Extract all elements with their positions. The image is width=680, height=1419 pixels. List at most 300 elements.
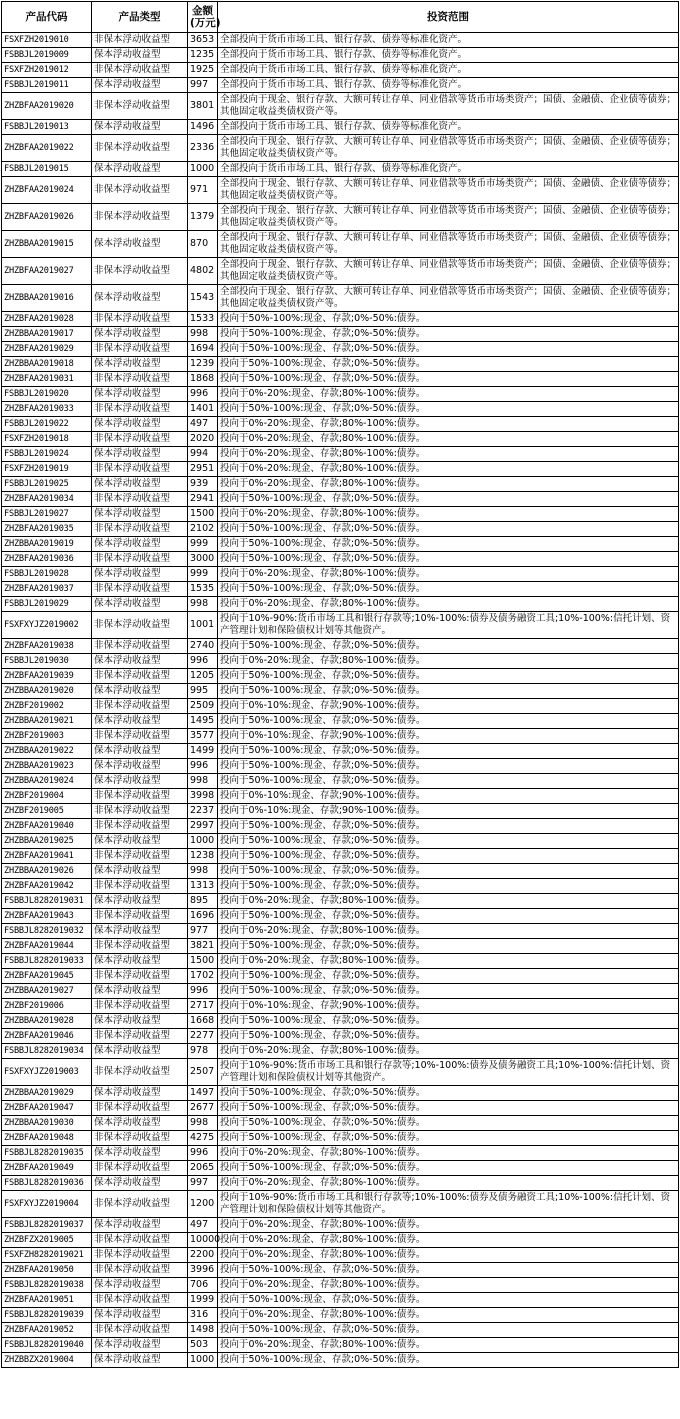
investment-scope-cell: 投向于50%-100%:现金、存款;0%-50%:债券。 xyxy=(218,879,679,894)
table-row xyxy=(2,1086,679,1101)
amount-cell: 503 xyxy=(188,1338,218,1353)
table-row xyxy=(2,819,679,834)
amount-cell: 1500 xyxy=(188,507,218,522)
investment-scope-cell: 投向于0%-20%:现金、存款;80%-100%:债券。 xyxy=(218,924,679,939)
product-code-cell: ZHZBFAA2019028 xyxy=(2,312,92,327)
table-row xyxy=(2,1029,679,1044)
table-row xyxy=(2,1353,679,1368)
table-row xyxy=(2,1218,679,1233)
product-code-cell: ZHZBBAA2019016 xyxy=(2,285,92,312)
amount-cell: 1235 xyxy=(188,48,218,63)
product-code-cell: FSXFXYJZ2019004 xyxy=(2,1191,92,1218)
investment-scope-cell: 投向于0%-10%:现金、存款;90%-100%:债券。 xyxy=(218,699,679,714)
table-row xyxy=(2,1059,679,1086)
product-type-cell: 非保本浮动收益型 xyxy=(92,1293,188,1308)
product-type-cell: 保本浮动收益型 xyxy=(92,1353,188,1368)
table-row xyxy=(2,33,679,48)
amount-cell: 998 xyxy=(188,774,218,789)
product-code-cell: FSXFZH2019018 xyxy=(2,432,92,447)
table-row xyxy=(2,312,679,327)
investment-scope-cell: 全部投向于货币市场工具、银行存款、债券等标准化资产。 xyxy=(218,162,679,177)
table-row xyxy=(2,954,679,969)
amount-cell: 1499 xyxy=(188,744,218,759)
amount-cell: 997 xyxy=(188,78,218,93)
amount-cell: 999 xyxy=(188,537,218,552)
table-row xyxy=(2,204,679,231)
header-amount-unit: (万元) xyxy=(190,17,221,29)
investment-scope-cell: 全部投向于现金、银行存款、大额可转让存单、同业借款等货币市场类资产；国债、金融债、企业债等债券；其他固定收益类债权资产等。 xyxy=(218,204,679,231)
product-type-cell: 保本浮动收益型 xyxy=(92,759,188,774)
table-row xyxy=(2,1338,679,1353)
amount-cell: 1000 xyxy=(188,834,218,849)
amount-cell: 2941 xyxy=(188,492,218,507)
product-code-cell: ZHZBBAA2019019 xyxy=(2,537,92,552)
product-type-cell: 保本浮动收益型 xyxy=(92,684,188,699)
amount-cell: 2677 xyxy=(188,1101,218,1116)
header-amount xyxy=(188,2,221,33)
table-row xyxy=(2,774,679,789)
table-row xyxy=(2,417,679,432)
investment-scope-cell: 投向于50%-100%:现金、存款;0%-50%:债券。 xyxy=(218,984,679,999)
product-type-cell: 非保本浮动收益型 xyxy=(92,1191,188,1218)
product-type-cell: 保本浮动收益型 xyxy=(92,537,188,552)
header-product-code: 产品代码 xyxy=(2,2,92,33)
investment-scope-cell: 投向于50%-100%:现金、存款;0%-50%:债券。 xyxy=(218,834,679,849)
product-code-cell: ZHZBFAA2019050 xyxy=(2,1263,92,1278)
table-row xyxy=(2,372,679,387)
amount-cell: 895 xyxy=(188,894,218,909)
amount-cell: 3996 xyxy=(188,1263,218,1278)
product-type-cell: 非保本浮动收益型 xyxy=(92,1029,188,1044)
product-code-cell: ZHZBFAA2019020 xyxy=(2,93,92,120)
product-type-cell: 非保本浮动收益型 xyxy=(92,939,188,954)
investment-scope-cell: 投向于0%-20%:现金、存款;80%-100%:债券。 xyxy=(218,1278,679,1293)
product-type-cell: 非保本浮动收益型 xyxy=(92,879,188,894)
product-code-cell: ZHZBFAA2019036 xyxy=(2,552,92,567)
table-row xyxy=(2,654,679,669)
amount-cell: 1868 xyxy=(188,372,218,387)
product-code-cell: ZHZBFAA2019045 xyxy=(2,969,92,984)
investment-scope-cell: 投向于50%-100%:现金、存款;0%-50%:债券。 xyxy=(218,669,679,684)
header-product-type: 产品类型 xyxy=(92,2,188,33)
product-code-cell: FSBBJL2019013 xyxy=(2,120,92,135)
product-type-cell: 非保本浮动收益型 xyxy=(92,1059,188,1086)
product-table xyxy=(1,1,679,1368)
product-code-cell: FSBBJL8282019040 xyxy=(2,1338,92,1353)
amount-cell: 497 xyxy=(188,417,218,432)
amount-cell: 2200 xyxy=(188,1248,218,1263)
table-row xyxy=(2,492,679,507)
header-amount-label: 金额 xyxy=(192,5,213,17)
product-type-cell: 保本浮动收益型 xyxy=(92,894,188,909)
investment-scope-cell: 全部投向于现金、银行存款、大额可转让存单、同业借款等货币市场类资产；国债、金融债、企业债等债券；其他固定收益类债权资产等。 xyxy=(218,231,679,258)
table-row xyxy=(2,120,679,135)
investment-scope-cell: 投向于50%-100%:现金、存款;0%-50%:债券。 xyxy=(218,522,679,537)
product-type-cell: 保本浮动收益型 xyxy=(92,744,188,759)
amount-cell: 3998 xyxy=(188,789,218,804)
table-row xyxy=(2,1176,679,1191)
investment-scope-cell: 投向于50%-100%:现金、存款;0%-50%:债券。 xyxy=(218,684,679,699)
investment-scope-cell: 投向于0%-20%:现金、存款;80%-100%:债券。 xyxy=(218,1218,679,1233)
investment-scope-cell: 投向于50%-100%:现金、存款;0%-50%:债券。 xyxy=(218,1086,679,1101)
product-code-cell: ZHZBBAA2019015 xyxy=(2,231,92,258)
investment-scope-cell: 投向于0%-20%:现金、存款;80%-100%:债券。 xyxy=(218,1176,679,1191)
product-code-cell: ZHZBFAA2019037 xyxy=(2,582,92,597)
product-code-cell: ZHZBFAA2019035 xyxy=(2,522,92,537)
amount-cell: 1001 xyxy=(188,612,218,639)
product-code-cell: ZHZBFZX2019005 xyxy=(2,1233,92,1248)
amount-cell: 998 xyxy=(188,327,218,342)
investment-scope-cell: 投向于50%-100%:现金、存款;0%-50%:债券。 xyxy=(218,1293,679,1308)
product-code-cell: ZHZBFAA2019040 xyxy=(2,819,92,834)
product-code-cell: ZHZBBAA2019020 xyxy=(2,684,92,699)
amount-cell: 1535 xyxy=(188,582,218,597)
amount-cell: 996 xyxy=(188,1146,218,1161)
investment-scope-cell: 投向于50%-100%:现金、存款;0%-50%:债券。 xyxy=(218,1101,679,1116)
investment-scope-cell: 投向于0%-20%:现金、存款;80%-100%:债券。 xyxy=(218,477,679,492)
product-type-cell: 保本浮动收益型 xyxy=(92,1308,188,1323)
table-row xyxy=(2,669,679,684)
product-code-cell: ZHZBBAA2019026 xyxy=(2,864,92,879)
investment-scope-cell: 投向于50%-100%:现金、存款;0%-50%:债券。 xyxy=(218,1116,679,1131)
table-row xyxy=(2,999,679,1014)
product-type-cell: 保本浮动收益型 xyxy=(92,477,188,492)
investment-scope-cell: 投向于50%-100%:现金、存款;0%-50%:债券。 xyxy=(218,939,679,954)
product-type-cell: 非保本浮动收益型 xyxy=(92,999,188,1014)
table-row xyxy=(2,285,679,312)
table-row xyxy=(2,714,679,729)
table-row xyxy=(2,582,679,597)
table-row xyxy=(2,1278,679,1293)
amount-cell: 2507 xyxy=(188,1059,218,1086)
product-code-cell: FSBBJL8282019038 xyxy=(2,1278,92,1293)
table-row xyxy=(2,1014,679,1029)
table-row xyxy=(2,552,679,567)
product-code-cell: ZHZBFAA2019043 xyxy=(2,909,92,924)
investment-scope-cell: 投向于50%-100%:现金、存款;0%-50%:债券。 xyxy=(218,582,679,597)
product-code-cell: ZHZBBAA2019029 xyxy=(2,1086,92,1101)
investment-scope-cell: 投向于0%-20%:现金、存款;80%-100%:债券。 xyxy=(218,447,679,462)
product-type-cell: 保本浮动收益型 xyxy=(92,1044,188,1059)
amount-cell: 978 xyxy=(188,1044,218,1059)
product-type-cell: 保本浮动收益型 xyxy=(92,1086,188,1101)
amount-cell: 2102 xyxy=(188,522,218,537)
amount-cell: 1000 xyxy=(188,162,218,177)
investment-scope-cell: 投向于50%-100%:现金、存款;0%-50%:债券。 xyxy=(218,1161,679,1176)
table-row xyxy=(2,939,679,954)
investment-scope-cell: 投向于0%-20%:现金、存款;80%-100%:债券。 xyxy=(218,597,679,612)
amount-cell: 1999 xyxy=(188,1293,218,1308)
investment-scope-cell: 投向于50%-100%:现金、存款;0%-50%:债券。 xyxy=(218,864,679,879)
product-type-cell: 非保本浮动收益型 xyxy=(92,612,188,639)
product-type-cell: 保本浮动收益型 xyxy=(92,1116,188,1131)
table-row xyxy=(2,864,679,879)
product-code-cell: ZHZBBAA2019030 xyxy=(2,1116,92,1131)
investment-scope-cell: 全部投向于现金、银行存款、大额可转让存单、同业借款等货币市场类资产；国债、金融债、企业债等债券；其他固定收益类债权资产等。 xyxy=(218,177,679,204)
investment-scope-cell: 投向于50%-100%:现金、存款;0%-50%:债券。 xyxy=(218,537,679,552)
investment-scope-cell: 投向于10%-90%:货币市场工具和银行存款等;10%-100%:债券及债务融资工具;10%-100%:信托计划、资产管理计划和保险债权计划等其他资产。 xyxy=(218,1059,679,1086)
product-code-cell: ZHZBFAA2019052 xyxy=(2,1323,92,1338)
amount-cell: 2277 xyxy=(188,1029,218,1044)
header-row xyxy=(2,2,679,33)
table-row xyxy=(2,789,679,804)
investment-scope-cell: 投向于50%-100%:现金、存款;0%-50%:债券。 xyxy=(218,1353,679,1368)
investment-scope-cell: 投向于50%-100%:现金、存款;0%-50%:债券。 xyxy=(218,1029,679,1044)
investment-scope-cell: 投向于0%-20%:现金、存款;80%-100%:债券。 xyxy=(218,507,679,522)
product-type-cell: 保本浮动收益型 xyxy=(92,774,188,789)
product-code-cell: ZHZBFAA2019039 xyxy=(2,669,92,684)
product-code-cell: ZHZBBZX2019004 xyxy=(2,1353,92,1368)
table-row xyxy=(2,507,679,522)
product-type-cell: 保本浮动收益型 xyxy=(92,654,188,669)
amount-cell: 998 xyxy=(188,1116,218,1131)
table-row xyxy=(2,1131,679,1146)
amount-cell: 870 xyxy=(188,231,218,258)
investment-scope-cell: 投向于50%-100%:现金、存款;0%-50%:债券。 xyxy=(218,819,679,834)
amount-cell: 3801 xyxy=(188,93,218,120)
table-row xyxy=(2,969,679,984)
amount-cell: 4802 xyxy=(188,258,218,285)
product-type-cell: 保本浮动收益型 xyxy=(92,984,188,999)
product-type-cell: 非保本浮动收益型 xyxy=(92,1323,188,1338)
investment-scope-cell: 投向于50%-100%:现金、存款;0%-50%:债券。 xyxy=(218,342,679,357)
product-code-cell: ZHZBBAA2019024 xyxy=(2,774,92,789)
product-type-cell: 非保本浮动收益型 xyxy=(92,789,188,804)
table-row xyxy=(2,1323,679,1338)
table-row xyxy=(2,357,679,372)
product-code-cell: ZHZBFAA2019034 xyxy=(2,492,92,507)
product-type-cell: 非保本浮动收益型 xyxy=(92,135,188,162)
table-row xyxy=(2,63,679,78)
investment-scope-cell: 投向于0%-20%:现金、存款;80%-100%:债券。 xyxy=(218,567,679,582)
investment-scope-cell: 投向于0%-20%:现金、存款;80%-100%:债券。 xyxy=(218,1248,679,1263)
product-code-cell: ZHZBF2019004 xyxy=(2,789,92,804)
product-code-cell: FSBBJL2019022 xyxy=(2,417,92,432)
amount-cell: 939 xyxy=(188,477,218,492)
product-code-cell: FSBBJL8282019037 xyxy=(2,1218,92,1233)
amount-cell: 1498 xyxy=(188,1323,218,1338)
amount-cell: 1238 xyxy=(188,849,218,864)
investment-scope-cell: 全部投向于货币市场工具、银行存款、债券等标准化资产。 xyxy=(218,48,679,63)
investment-scope-cell: 投向于0%-10%:现金、存款;90%-100%:债券。 xyxy=(218,729,679,744)
amount-cell: 1694 xyxy=(188,342,218,357)
product-code-cell: FSBBJL2019015 xyxy=(2,162,92,177)
amount-cell: 1497 xyxy=(188,1086,218,1101)
product-type-cell: 保本浮动收益型 xyxy=(92,1218,188,1233)
amount-cell: 998 xyxy=(188,864,218,879)
investment-scope-cell: 投向于0%-20%:现金、存款;80%-100%:债券。 xyxy=(218,894,679,909)
product-type-cell: 非保本浮动收益型 xyxy=(92,372,188,387)
product-type-cell: 保本浮动收益型 xyxy=(92,231,188,258)
table-row xyxy=(2,162,679,177)
product-code-cell: ZHZBFAA2019051 xyxy=(2,1293,92,1308)
table-row xyxy=(2,1263,679,1278)
amount-cell: 316 xyxy=(188,1308,218,1323)
product-type-cell: 保本浮动收益型 xyxy=(92,714,188,729)
table-row xyxy=(2,1191,679,1218)
amount-cell: 4275 xyxy=(188,1131,218,1146)
product-code-cell: ZHZBFAA2019046 xyxy=(2,1029,92,1044)
product-code-cell: FSXFZH2019010 xyxy=(2,33,92,48)
product-type-cell: 非保本浮动收益型 xyxy=(92,1233,188,1248)
header-investment-scope: 投资范围 xyxy=(218,2,679,33)
investment-scope-cell: 投向于50%-100%:现金、存款;0%-50%:债券。 xyxy=(218,714,679,729)
investment-scope-cell: 投向于0%-10%:现金、存款;90%-100%:债券。 xyxy=(218,789,679,804)
investment-scope-cell: 投向于50%-100%:现金、存款;0%-50%:债券。 xyxy=(218,759,679,774)
investment-scope-cell: 投向于10%-90%:货币市场工具和银行存款等;10%-100%:债券及债务融资工具;10%-100%:信托计划、资产管理计划和保险债权计划等其他资产。 xyxy=(218,612,679,639)
product-type-cell: 非保本浮动收益型 xyxy=(92,1101,188,1116)
investment-scope-cell: 投向于50%-100%:现金、存款;0%-50%:债券。 xyxy=(218,849,679,864)
product-type-cell: 非保本浮动收益型 xyxy=(92,909,188,924)
amount-cell: 996 xyxy=(188,984,218,999)
product-code-cell: FSBBJL2019028 xyxy=(2,567,92,582)
amount-cell: 1401 xyxy=(188,402,218,417)
table-row xyxy=(2,879,679,894)
amount-cell: 1239 xyxy=(188,357,218,372)
amount-cell: 997 xyxy=(188,1176,218,1191)
table-row xyxy=(2,327,679,342)
table-row xyxy=(2,1233,679,1248)
investment-scope-cell: 投向于50%-100%:现金、存款;0%-50%:债券。 xyxy=(218,1263,679,1278)
table-row xyxy=(2,1308,679,1323)
product-code-cell: FSBBJL2019030 xyxy=(2,654,92,669)
investment-scope-cell: 投向于50%-100%:现金、存款;0%-50%:债券。 xyxy=(218,1131,679,1146)
product-type-cell: 保本浮动收益型 xyxy=(92,834,188,849)
investment-scope-cell: 投向于0%-20%:现金、存款;80%-100%:债券。 xyxy=(218,1044,679,1059)
table-row xyxy=(2,849,679,864)
product-code-cell: ZHZBF2019006 xyxy=(2,999,92,1014)
product-type-cell: 非保本浮动收益型 xyxy=(92,204,188,231)
product-code-cell: ZHZBFAA2019026 xyxy=(2,204,92,231)
product-type-cell: 非保本浮动收益型 xyxy=(92,342,188,357)
investment-scope-cell: 投向于0%-20%:现金、存款;80%-100%:债券。 xyxy=(218,462,679,477)
amount-cell: 1500 xyxy=(188,954,218,969)
investment-scope-cell: 投向于0%-20%:现金、存款;80%-100%:债券。 xyxy=(218,954,679,969)
investment-scope-cell: 全部投向于现金、银行存款、大额可转让存单、同业借款等货币市场类资产；国债、金融债、企业债等债券；其他固定收益类债权资产等。 xyxy=(218,285,679,312)
product-code-cell: FSBBJL8282019034 xyxy=(2,1044,92,1059)
amount-cell: 996 xyxy=(188,387,218,402)
product-code-cell: ZHZBFAA2019049 xyxy=(2,1161,92,1176)
product-code-cell: FSBBJL8282019036 xyxy=(2,1176,92,1191)
investment-scope-cell: 投向于10%-90%:货币市场工具和银行存款等;10%-100%:债券及债务融资工具;10%-100%:信托计划、资产管理计划和保险债权计划等其他资产。 xyxy=(218,1191,679,1218)
table-row xyxy=(2,759,679,774)
product-type-cell: 非保本浮动收益型 xyxy=(92,258,188,285)
table-row xyxy=(2,804,679,819)
table-row xyxy=(2,447,679,462)
amount-cell: 971 xyxy=(188,177,218,204)
investment-scope-cell: 全部投向于货币市场工具、银行存款、债券等标准化资产。 xyxy=(218,33,679,48)
table-row xyxy=(2,984,679,999)
amount-cell: 3653 xyxy=(188,33,218,48)
product-type-cell: 保本浮动收益型 xyxy=(92,357,188,372)
amount-cell: 996 xyxy=(188,759,218,774)
investment-scope-cell: 投向于0%-20%:现金、存款;80%-100%:债券。 xyxy=(218,432,679,447)
amount-cell: 2336 xyxy=(188,135,218,162)
product-code-cell: ZHZBBAA2019023 xyxy=(2,759,92,774)
investment-scope-cell: 投向于50%-100%:现金、存款;0%-50%:债券。 xyxy=(218,312,679,327)
product-type-cell: 保本浮动收益型 xyxy=(92,1176,188,1191)
table-row xyxy=(2,597,679,612)
investment-scope-cell: 投向于50%-100%:现金、存款;0%-50%:债券。 xyxy=(218,774,679,789)
product-code-cell: ZHZBFAA2019041 xyxy=(2,849,92,864)
investment-scope-cell: 投向于50%-100%:现金、存款;0%-50%:债券。 xyxy=(218,969,679,984)
product-type-cell: 非保本浮动收益型 xyxy=(92,1263,188,1278)
product-code-cell: ZHZBBAA2019018 xyxy=(2,357,92,372)
product-type-cell: 非保本浮动收益型 xyxy=(92,639,188,654)
amount-cell: 995 xyxy=(188,684,218,699)
product-type-cell: 非保本浮动收益型 xyxy=(92,969,188,984)
investment-scope-cell: 全部投向于货币市场工具、银行存款、债券等标准化资产。 xyxy=(218,78,679,93)
amount-cell: 1696 xyxy=(188,909,218,924)
product-code-cell: FSXFXYJZ2019003 xyxy=(2,1059,92,1086)
product-code-cell: ZHZBFAA2019047 xyxy=(2,1101,92,1116)
product-type-cell: 非保本浮动收益型 xyxy=(92,729,188,744)
table-row xyxy=(2,1293,679,1308)
product-code-cell: ZHZBBAA2019022 xyxy=(2,744,92,759)
investment-scope-cell: 投向于50%-100%:现金、存款;0%-50%:债券。 xyxy=(218,909,679,924)
product-type-cell: 非保本浮动收益型 xyxy=(92,669,188,684)
investment-scope-cell: 投向于0%-20%:现金、存款;80%-100%:债券。 xyxy=(218,1308,679,1323)
table-row xyxy=(2,1248,679,1263)
product-type-cell: 非保本浮动收益型 xyxy=(92,312,188,327)
product-type-cell: 保本浮动收益型 xyxy=(92,285,188,312)
amount-cell: 999 xyxy=(188,567,218,582)
product-type-cell: 保本浮动收益型 xyxy=(92,417,188,432)
amount-cell: 996 xyxy=(188,654,218,669)
amount-cell: 2951 xyxy=(188,462,218,477)
investment-scope-cell: 投向于50%-100%:现金、存款;0%-50%:债券。 xyxy=(218,372,679,387)
product-code-cell: ZHZBFAA2019022 xyxy=(2,135,92,162)
amount-cell: 2237 xyxy=(188,804,218,819)
table-row xyxy=(2,258,679,285)
product-code-cell: ZHZBF2019003 xyxy=(2,729,92,744)
product-type-cell: 非保本浮动收益型 xyxy=(92,552,188,567)
product-type-cell: 保本浮动收益型 xyxy=(92,447,188,462)
product-code-cell: ZHZBFAA2019033 xyxy=(2,402,92,417)
investment-scope-cell: 投向于0%-20%:现金、存款;80%-100%:债券。 xyxy=(218,1146,679,1161)
table-row xyxy=(2,93,679,120)
investment-scope-cell: 投向于50%-100%:现金、存款;0%-50%:债券。 xyxy=(218,402,679,417)
product-code-cell: ZHZBFAA2019048 xyxy=(2,1131,92,1146)
investment-scope-cell: 投向于50%-100%:现金、存款;0%-50%:债券。 xyxy=(218,492,679,507)
table-row xyxy=(2,699,679,714)
table-row xyxy=(2,522,679,537)
investment-scope-cell: 投向于0%-20%:现金、存款;80%-100%:债券。 xyxy=(218,1338,679,1353)
product-code-cell: ZHZBBAA2019027 xyxy=(2,984,92,999)
amount-cell: 1925 xyxy=(188,63,218,78)
product-type-cell: 保本浮动收益型 xyxy=(92,1014,188,1029)
product-code-cell: ZHZBBAA2019025 xyxy=(2,834,92,849)
product-type-cell: 保本浮动收益型 xyxy=(92,48,188,63)
product-type-cell: 非保本浮动收益型 xyxy=(92,699,188,714)
amount-cell: 1379 xyxy=(188,204,218,231)
product-type-cell: 保本浮动收益型 xyxy=(92,1146,188,1161)
product-code-cell: FSBBJL8282019031 xyxy=(2,894,92,909)
amount-cell: 1702 xyxy=(188,969,218,984)
product-code-cell: ZHZBFAA2019024 xyxy=(2,177,92,204)
amount-cell: 1200 xyxy=(188,1191,218,1218)
table-row xyxy=(2,639,679,654)
product-type-cell: 保本浮动收益型 xyxy=(92,78,188,93)
table-row xyxy=(2,729,679,744)
product-code-cell: FSBBJL8282019032 xyxy=(2,924,92,939)
product-code-cell: FSXFZH8282019021 xyxy=(2,1248,92,1263)
product-type-cell: 保本浮动收益型 xyxy=(92,954,188,969)
table-row xyxy=(2,744,679,759)
table-row xyxy=(2,432,679,447)
table-row xyxy=(2,1161,679,1176)
product-code-cell: ZHZBBAA2019017 xyxy=(2,327,92,342)
